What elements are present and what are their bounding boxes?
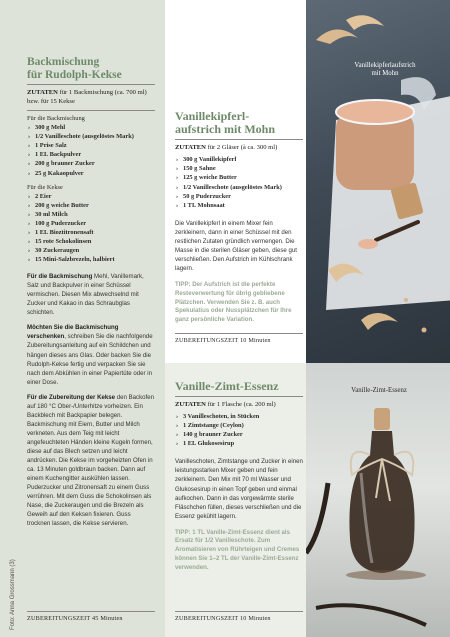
ingredient-item: › 1 TL Mohnsaat: [175, 201, 303, 210]
instruction-paragraph: [27, 393, 155, 528]
ingredient-list: [27, 192, 155, 265]
title-line-1: Vanillekipferl-: [175, 109, 250, 123]
title-line-2: für Rudolph-Kekse: [27, 68, 122, 81]
yield-label: ZUTATEN: [175, 144, 206, 152]
essence-bottle-illustration: [306, 363, 450, 637]
recipe-title: Vanille-Zimt-Essenz: [175, 379, 279, 393]
prep-time: [27, 611, 155, 622]
ingredient-group-title: Für die Backmischung: [27, 115, 85, 123]
ingredient-list: [27, 123, 155, 178]
ingredient-item: › 2 Eier: [27, 192, 155, 201]
recipe-title: [175, 110, 303, 136]
divider: [175, 611, 303, 612]
ingredient-item: › 1 EL Bioztitronensaft: [27, 228, 155, 237]
prep-time: [175, 611, 303, 622]
tip-text: TIPP: 1 TL Vanille-Zimt-Essenz dient als Ersatz für 1/2 Vanilleschote. Zum Aromatisieren von Rührteigen und Cremes können Sie 1–2 TL der Vanille-Zimt-Essenz verwenden.: [175, 528, 300, 571]
tip-text: TIPP: Der Aufstrich ist die perfekte Resteverwertung für übrig gebliebene Plätzchen. Verwenden Sie z. B. auch Spekulatius oder Nussplätzchen für Ihre ganz persönliche Variation.: [175, 280, 292, 324]
yield-label: ZUTATEN: [27, 89, 58, 97]
recipe-essenz: [175, 380, 303, 573]
prep-time-label: ZUBEREITUNGSZEIT: [175, 615, 239, 622]
ingredient-item: › 30 ml Milch: [27, 210, 155, 219]
step-text: Mehl, Vanillemark, Salz und Backpulver in einer Schüssel vermischen. Diesen Mix abwechselnd mit Zucker und Kakao in das Schraubglas schichten.: [27, 273, 144, 317]
yield-label: ZUTATEN: [175, 401, 206, 409]
step-lead: Möchten Sie die Backmischung verschenken: [27, 324, 119, 341]
ingredient-item: › 100 g Puderzucker: [27, 219, 155, 228]
recipe-rudolph: [27, 56, 155, 528]
ingredient-item: › 200 g weiche Butter: [27, 201, 155, 210]
vanilla-pod: [306, 483, 328, 553]
crumb: [422, 328, 427, 333]
kipferl-cookie: [346, 15, 384, 30]
yield-text: für 2 Gläser (à ca. 300 ml): [207, 144, 278, 152]
ingredient-item: › 15 rote Schokolinsen: [27, 237, 155, 246]
step-lead: Für die Backmischung: [27, 273, 93, 281]
ingredient-item: › 150 g Sahne: [175, 164, 303, 173]
instruction-paragraph: Die Vanillekipferl in einem Mixer fein zerkleinern, dann in einer Schüssel mit den restlichen Zutaten gründlich vermengen. Die Masse in die sterilen Gläser geben, diese gut verschließen. Den Aufstrich im Kühlschrank lagern.: [175, 219, 297, 272]
instruction-paragraph: Vanilleschoten, Zimtstange und Zucker in einen leistungsstarken Mixer geben und fein zerkleinern. Den Mix mit 70 ml Wasser und Glukosesirup in einen Topf geben und einmal aufkochen. Dann in das vorgewärmte sterile Fläschchen füllen, dieses verschließen und die Essenz gekühlt lagern.: [175, 458, 303, 520]
ingredient-item: › 30 Zuckeraugen: [27, 246, 155, 255]
ingredient-item: › 1/2 Vanilleschote (ausgelöstes Mark): [175, 183, 303, 192]
crumb: [404, 298, 408, 302]
ingredient-item: › 300 g Mehl: [27, 123, 155, 132]
yield-text: für 1 Backmischung (ca. 700 ml) bzw. für 15 Kekse: [27, 89, 147, 106]
ingredient-item: › 300 g Vanillekipferl: [175, 155, 303, 164]
yield-text: für 1 Flasche (ca. 200 ml): [207, 401, 276, 409]
divider: [27, 84, 155, 85]
recipe-title: [27, 56, 155, 81]
photo-caption: Vanille-Zimt-Essenz: [351, 387, 407, 394]
ingredient-item: › 125 g weiche Butter: [175, 173, 303, 182]
ingredient-item: › 15 Mini-Salzbrezeln, halbiert: [27, 255, 155, 264]
ingredient-list: [175, 412, 303, 448]
step-text: den Backofen auf 180 °C Ober-/Unterhitze vorheizen. Ein Backblech mit Backpapier belegen. Backmischung mit Eiern, Butter und Milch verkneten. Aus dem Teig mit leicht angefeuchteten Händen kleine Kugeln formen, diese auf das Blech setzen und leicht andrücken. Die Kekse im vorgeheizten Ofen in ca. 13 Minuten goldbraun backen. Dann auf einem Kuchengitter auskühlen lassen. Puderzucker und Zitronensaft zu einem Guss verrühren. Mit dem Guss die Schokolinsen als Nase, die Zuckeraugen und die Brezeln als Geweih auf den Keksen fixieren. Guss trocknen lassen, die Kekse servieren.: [27, 393, 155, 527]
ingredient-item: › 1 EL Glukosesirup: [175, 439, 303, 448]
ingredient-list: [175, 155, 303, 210]
prep-time: [175, 333, 303, 344]
ingredient-item: › 50 g Puderzucker: [175, 192, 303, 201]
divider: [27, 611, 155, 612]
yield: [27, 89, 155, 107]
kipferl-cookie: [361, 313, 398, 330]
photo-caption: [330, 62, 440, 78]
yield: [175, 401, 303, 410]
divider: [27, 110, 155, 111]
kipferl-cookie: [316, 29, 358, 44]
ingredient-item: › 1/2 Vanilleschote (ausgelöstes Mark): [27, 132, 155, 141]
instruction-paragraph: [27, 323, 155, 386]
step-lead: Für die Zubereitung der Kekse: [27, 393, 116, 401]
spread-jar-illustration: [306, 0, 450, 363]
step-text: , schreiben Sie die nachfolgende Zubereitungsanleitung auf ein Schildchen und hängen dieses ans Glas. Oder backen Sie die Rudolph-Kekse fertig und verpacken Sie sie nach dem Abkühlen in einer Papiertüte oder in einer Dose.: [27, 333, 153, 386]
spoon-bowl: [358, 239, 378, 249]
instruction-paragraph: [27, 272, 155, 317]
photo-spread-jar: [306, 0, 450, 363]
prep-time-value: 45 Minuten: [92, 615, 123, 622]
title-line-2: aufstrich mit Mohn: [175, 122, 275, 137]
yield: [175, 144, 303, 153]
divider: [175, 396, 303, 397]
ingredient-item: › 1 Prise Salz: [27, 141, 155, 150]
spice-dust: [346, 570, 426, 580]
ingredient-group-title: Für die Kekse: [27, 183, 63, 191]
divider: [175, 333, 303, 334]
prep-time-value: 10 Minuten: [240, 337, 271, 345]
photo-credit-text: Foto: Anna Grossmann (3): [10, 559, 16, 630]
divider: [175, 139, 303, 140]
photo-credit: [10, 520, 20, 630]
ingredient-item: › 25 g Kakaopulver: [27, 169, 155, 178]
prep-time-value: 10 Minuten: [240, 615, 271, 622]
ingredient-item: › 3 Vanilleschoten, in Stücken: [175, 412, 303, 421]
prep-time-label: ZUBEREITUNGSZEIT: [27, 615, 91, 622]
left-column: [0, 0, 165, 637]
ingredient-item: › 140 g brauner Zucker: [175, 430, 303, 439]
caption-line-1: Vanillekipferlaufstrich: [354, 62, 416, 69]
prep-time-label: ZUBEREITUNGSZEIT: [175, 337, 239, 345]
ingredient-item: › 200 g brauner Zucker: [27, 159, 155, 168]
ingredient-item: › 1 Zimtstange (Ceylon): [175, 421, 303, 430]
vanilla-pod: [316, 605, 426, 625]
caption-line-2: mit Mohn: [371, 70, 399, 78]
recipe-vanillekipferl: [175, 110, 303, 344]
title-line-1: Backmischung: [27, 56, 100, 68]
photo-essence-bottle: [306, 363, 450, 637]
ingredient-item: › 1 EL Backpulver: [27, 150, 155, 159]
cork: [374, 408, 390, 430]
